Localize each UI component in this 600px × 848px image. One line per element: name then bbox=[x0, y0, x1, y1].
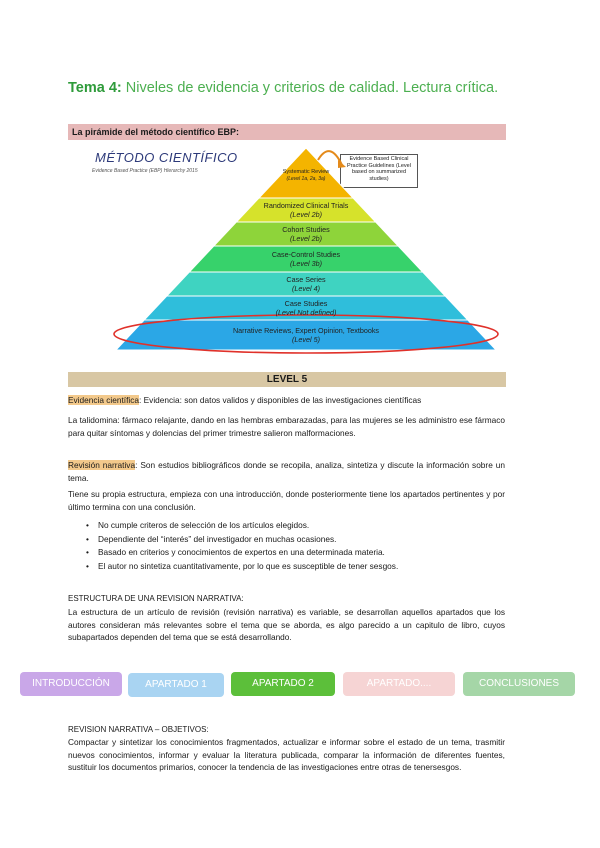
list-item: • Basado en criterios y conocimientos de expertos en una determinada materia. bbox=[68, 546, 505, 560]
objetivos-paragraph: Compactar y sintetizar los conocimientos fragmentados, actualizar e informar sobre el estado de un tema, trasmitir nuevos conocimientos, informar y evaluar la literatura publicada, comparar la información de diferentes fuentes, sustituir los documentos primarios, conocer la tendencia de las investigaciones entre otras de tenersesgos. bbox=[68, 737, 505, 772]
pyramid-level-name: Systematic Review bbox=[282, 169, 330, 175]
list-item: • Dependiente del “interés” del investigador en muchas ocasiones. bbox=[68, 533, 505, 547]
pyramid-level-code: (Level 4) bbox=[292, 284, 320, 293]
evidencia-term: Evidencia científica bbox=[68, 395, 140, 405]
pyramid-layer-label bbox=[226, 169, 386, 182]
pyramid-layer-label bbox=[226, 326, 386, 344]
evidencia-text: : Evidencia: son datos validos y disponibles de las investigaciones científicas bbox=[139, 395, 422, 405]
revision-term: Revisión narrativa bbox=[68, 460, 136, 470]
tab-introduccion bbox=[20, 672, 122, 696]
tab-label: CONCLUSIONES bbox=[478, 678, 559, 689]
tab-label: APARTADO 1 bbox=[145, 679, 207, 690]
pyramid-layer-label bbox=[226, 275, 386, 293]
pyramid-layer-label bbox=[226, 201, 386, 219]
tab-label: APARTADO 2 bbox=[252, 678, 314, 689]
pyramid-level-code: (Level 1a, 2a, 3a) bbox=[286, 176, 326, 182]
evidencia-paragraph bbox=[68, 394, 505, 407]
pyramid-level-code: (Level 2b) bbox=[290, 234, 322, 243]
pyramid-level-name: Narrative Reviews, Expert Opinion, Textbooks bbox=[232, 326, 380, 335]
estructura-paragraph: La estructura de un artículo de revisión (revisión narrativa) es variable, se desarrollan aquellos apartados que los autores consideran más relevantes sobre el tema que se aborda, es algo parecido a un capitulo de libro, cuyos subapartados dependen del tema que se está desarrollando. bbox=[68, 607, 505, 642]
tab-apartado-1 bbox=[128, 673, 224, 697]
evidence-pyramid bbox=[0, 0, 600, 380]
guidelines-box: Evidence Based Clinical Practice Guidelines (Level based on summarized studies) bbox=[340, 154, 418, 188]
diagram-title: MÉTODO CIENTÍFICO bbox=[95, 150, 238, 165]
tab-apartado-more bbox=[343, 672, 455, 696]
list-item: • El autor no sintetiza cuantitativamente, por lo que es susceptible de tener sesgos. bbox=[68, 560, 505, 574]
pyramid-level-name: Cohort Studies bbox=[282, 225, 330, 234]
pyramid-level-code: (Level Not defined) bbox=[275, 308, 337, 317]
pyramid-layer-label bbox=[226, 225, 386, 243]
characteristics-list bbox=[68, 519, 505, 573]
pyramid-layer-label bbox=[226, 299, 386, 317]
pyramid-level-name: Randomized Clinical Trials bbox=[263, 201, 349, 210]
pyramid-level-code: (Level 5) bbox=[292, 335, 320, 344]
tab-label: INTRODUCCIÓN bbox=[32, 678, 110, 689]
pyramid-level-code: (Level 3b) bbox=[290, 259, 322, 268]
pyramid-level-code: (Level 2b) bbox=[290, 210, 322, 219]
estructura-heading: ESTRUCTURA DE UNA REVISION NARRATIVA: bbox=[68, 594, 244, 603]
revision-text: : Son estudios bibliográficos donde se recopila, analiza, sintetiza y discute la información sobre un tema. bbox=[68, 460, 505, 483]
estructura-text: Tiene su propia estructura, empieza con una introducción, donde posteriormente tiene los apartados pertinentes y por último termina con una conclusión. bbox=[68, 489, 505, 512]
pyramid-layer-label bbox=[226, 250, 386, 268]
tab-apartado-2 bbox=[231, 672, 335, 696]
topic-title: Niveles de evidencia y criterios de calidad. Lectura crítica. bbox=[125, 80, 499, 96]
pyramid-level-name: Case-Control Studies bbox=[271, 250, 341, 259]
pyramid-level-name: Case Series bbox=[286, 275, 326, 284]
list-item: • No cumple criteros de selección de los artículos elegidos. bbox=[68, 519, 505, 533]
talidomina-paragraph: La talidomina: fármaco relajante, dando en las hembras embarazadas, para las mujeres se les administro ese fármaco para quitar síntomas y dolencias del primer trimestre salieron malformaciones. bbox=[68, 415, 505, 438]
diagram-subtitle: Evidence Based Practice (EBP) Hierarchy 2015 bbox=[92, 168, 198, 174]
arrow-head-icon bbox=[338, 160, 346, 168]
pyramid-level-name: Case Studies bbox=[284, 299, 328, 308]
objetivos-heading: REVISION NARRATIVA – OBJETIVOS: bbox=[68, 725, 209, 734]
tab-conclusiones bbox=[463, 672, 575, 696]
pyramid-section-heading: La pirámide del método científico EBP: bbox=[68, 124, 506, 140]
level5-heading: LEVEL 5 bbox=[68, 372, 506, 387]
revision-paragraph bbox=[68, 459, 505, 484]
tab-label: APARTADO.... bbox=[366, 678, 432, 689]
topic-label: Tema 4: bbox=[68, 80, 122, 96]
